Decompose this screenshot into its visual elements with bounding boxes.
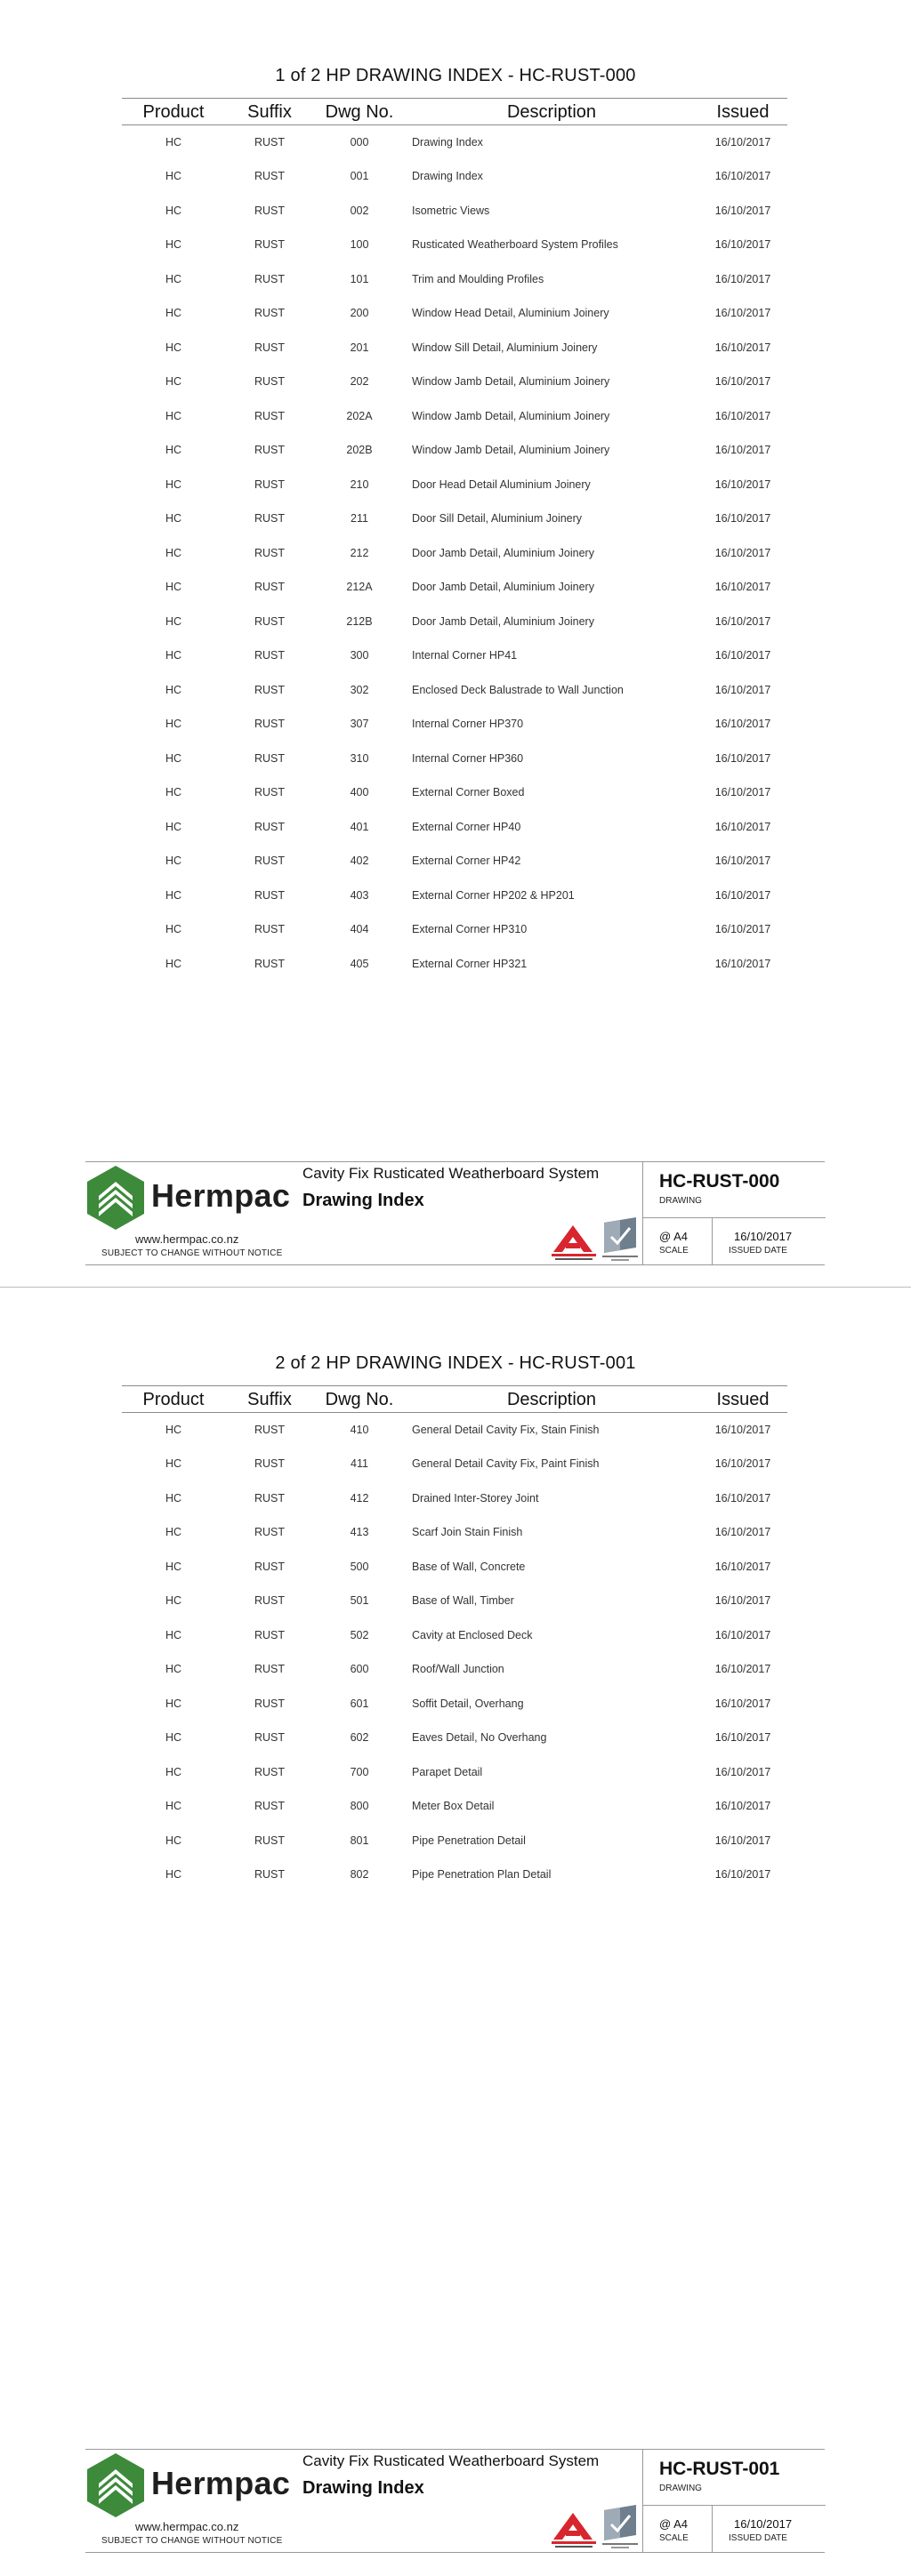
sheet-title: 2 of 2 HP DRAWING INDEX - HC-RUST-001: [275, 1353, 636, 1373]
drawing-name: Drawing Index: [302, 2478, 424, 2498]
cell-product: HC: [165, 272, 182, 285]
cell-product: HC: [165, 1424, 182, 1436]
cell-suffix: RUST: [254, 477, 286, 491]
cell-issued: 16/10/2017: [714, 238, 771, 252]
cell-issued: 16/10/2017: [714, 1628, 771, 1641]
cell-description: External Corner Boxed: [412, 786, 525, 799]
col-header-product: Product: [122, 1386, 225, 1413]
table-row: [122, 399, 787, 434]
table-row: [122, 1515, 787, 1550]
cell-description: Roof/Wall Junction: [412, 1663, 504, 1676]
title-block-project: [294, 2450, 642, 2552]
cell-suffix: RUST: [254, 136, 286, 148]
cell-suffix: RUST: [254, 444, 286, 457]
table-row: [122, 707, 787, 742]
cell-description: Internal Corner HP370: [412, 718, 524, 731]
cell-issued: 16/10/2017: [714, 1424, 771, 1436]
cell-issued: 16/10/2017: [714, 957, 771, 970]
cell-suffix: RUST: [254, 1765, 286, 1778]
cell-dwg-no: 413: [350, 1526, 369, 1539]
cell-description: Parapet Detail: [412, 1765, 483, 1778]
logo-area: [85, 1162, 294, 1264]
divider: [712, 1217, 713, 1264]
table-row: [122, 194, 787, 229]
cell-issued: 16/10/2017: [714, 444, 771, 457]
cell-product: HC: [165, 1457, 182, 1471]
cell-description: External Corner HP42: [412, 855, 521, 868]
cell-suffix: RUST: [254, 923, 286, 936]
cell-dwg-no: 211: [351, 512, 368, 526]
cell-dwg-no: 600: [350, 1663, 369, 1676]
table-row: [122, 228, 787, 262]
cell-suffix: RUST: [254, 888, 286, 902]
cell-product: HC: [165, 614, 182, 628]
cell-suffix: RUST: [254, 409, 286, 422]
table-row: [122, 1652, 787, 1687]
sheet-title: 1 of 2 HP DRAWING INDEX - HC-RUST-000: [275, 66, 636, 85]
cell-dwg-no: 212B: [346, 614, 373, 628]
change-notice: SUBJECT TO CHANGE WITHOUT NOTICE: [101, 2536, 283, 2546]
website-url: www.hermpac.co.nz: [135, 1232, 239, 1246]
cell-dwg-no: 601: [350, 1697, 369, 1710]
codemark-logo-icon: [601, 2503, 640, 2549]
cell-dwg-no: 403: [350, 888, 369, 902]
cell-description: Trim and Moulding Profiles: [412, 272, 544, 285]
cell-suffix: RUST: [254, 1560, 286, 1573]
cell-dwg-no: 212: [350, 546, 369, 559]
drawing-sheet-2: [0, 1288, 911, 2575]
cell-issued: 16/10/2017: [714, 1868, 771, 1882]
table-row: [122, 1413, 787, 1448]
cell-dwg-no: 000: [350, 136, 369, 148]
cell-product: HC: [165, 581, 182, 594]
table-header-row: [122, 99, 787, 125]
cell-dwg-no: 400: [350, 786, 369, 799]
table-row: [122, 844, 787, 879]
title-block-drawing-info: [642, 2450, 825, 2552]
cell-suffix: RUST: [254, 581, 286, 594]
cell-suffix: RUST: [254, 272, 286, 285]
cell-dwg-no: 202A: [346, 409, 373, 422]
cell-issued: 16/10/2017: [714, 1491, 771, 1505]
cell-dwg-no: 401: [350, 820, 369, 833]
table-row: [122, 331, 787, 365]
cell-description: External Corner HP321: [412, 957, 528, 970]
cell-suffix: RUST: [254, 1663, 286, 1676]
cell-issued: 16/10/2017: [714, 614, 771, 628]
cell-description: Door Jamb Detail, Aluminium Joinery: [412, 614, 594, 628]
cell-product: HC: [165, 683, 182, 696]
cell-issued: 16/10/2017: [714, 341, 771, 354]
cell-suffix: RUST: [254, 957, 286, 970]
cell-issued: 16/10/2017: [714, 204, 771, 217]
cell-description: Door Sill Detail, Aluminium Joinery: [412, 512, 583, 526]
cell-dwg-no: 802: [350, 1868, 369, 1882]
drawing-index-table: [122, 98, 787, 981]
cell-description: Door Jamb Detail, Aluminium Joinery: [412, 546, 594, 559]
cell-product: HC: [165, 855, 182, 868]
table-row: [122, 468, 787, 502]
cell-description: General Detail Cavity Fix, Stain Finish: [412, 1424, 600, 1436]
cell-description: Soffit Detail, Overhang: [412, 1697, 524, 1710]
cell-product: HC: [165, 375, 182, 389]
cell-dwg-no: 101: [350, 272, 369, 285]
cell-description: Window Jamb Detail, Aluminium Joinery: [412, 375, 610, 389]
cell-product: HC: [165, 477, 182, 491]
cell-suffix: RUST: [254, 649, 286, 662]
cell-issued: 16/10/2017: [714, 477, 771, 491]
cell-issued: 16/10/2017: [714, 1697, 771, 1710]
cell-dwg-no: 405: [350, 957, 369, 970]
title-block-project: [294, 1162, 642, 1264]
table-row: [122, 673, 787, 708]
project-name: Cavity Fix Rusticated Weatherboard System: [302, 2452, 600, 2469]
cell-issued: 16/10/2017: [714, 512, 771, 526]
cell-description: External Corner HP310: [412, 923, 528, 936]
table-row: [122, 1721, 787, 1755]
cell-suffix: RUST: [254, 1457, 286, 1471]
table-row: [122, 125, 787, 160]
issued-date-value: 16/10/2017: [734, 2517, 793, 2531]
cell-issued: 16/10/2017: [714, 546, 771, 559]
cell-dwg-no: 202B: [346, 444, 373, 457]
cell-issued: 16/10/2017: [714, 1560, 771, 1573]
cell-dwg-no: 212A: [346, 581, 373, 594]
table-body: [122, 1413, 787, 1892]
drawing-number: HC-RUST-000: [659, 1171, 780, 1192]
table-row: [122, 912, 787, 947]
cell-dwg-no: 800: [350, 1800, 369, 1813]
cell-issued: 16/10/2017: [714, 1800, 771, 1813]
cell-issued: 16/10/2017: [714, 375, 771, 389]
cell-description: Window Jamb Detail, Aluminium Joinery: [412, 409, 610, 422]
cell-dwg-no: 404: [350, 923, 369, 936]
table-row: [122, 605, 787, 639]
table-row: [122, 742, 787, 776]
col-header-description: Description: [405, 99, 698, 125]
col-header-issued: Issued: [698, 99, 787, 125]
cell-suffix: RUST: [254, 1800, 286, 1813]
table-row: [122, 1858, 787, 1892]
hermpac-hex-logo-icon: [86, 2452, 145, 2518]
cell-product: HC: [165, 1834, 182, 1847]
cell-dwg-no: 201: [350, 341, 369, 354]
table-row: [122, 1618, 787, 1653]
table-row: [122, 1481, 787, 1516]
table-row: [122, 947, 787, 982]
cell-dwg-no: 302: [350, 683, 369, 696]
table-row: [122, 433, 787, 468]
cell-product: HC: [165, 136, 182, 148]
cell-description: Pipe Penetration Detail: [412, 1834, 526, 1847]
table-row: [122, 879, 787, 913]
cell-issued: 16/10/2017: [714, 272, 771, 285]
cell-suffix: RUST: [254, 855, 286, 868]
cell-suffix: RUST: [254, 307, 286, 320]
brand-name: Hermpac: [151, 2465, 291, 2501]
drawing-label: DRAWING: [659, 1196, 702, 1206]
cell-suffix: RUST: [254, 341, 286, 354]
cell-dwg-no: 300: [350, 649, 369, 662]
cell-product: HC: [165, 649, 182, 662]
project-name: Cavity Fix Rusticated Weatherboard System: [302, 1165, 600, 1182]
table-row: [122, 159, 787, 194]
cell-dwg-no: 500: [350, 1560, 369, 1573]
table-row: [122, 638, 787, 673]
cell-product: HC: [165, 170, 182, 183]
cell-product: HC: [165, 307, 182, 320]
cell-product: HC: [165, 1800, 182, 1813]
title-block: [85, 2449, 825, 2553]
table-row: [122, 1550, 787, 1585]
cell-product: HC: [165, 751, 182, 765]
cell-product: HC: [165, 1663, 182, 1676]
col-header-dwg-no: Dwg No.: [314, 1386, 405, 1413]
cell-suffix: RUST: [254, 1491, 286, 1505]
branz-appraised-logo-icon: [550, 1222, 598, 1263]
cell-description: Drawing Index: [412, 170, 483, 183]
cell-suffix: RUST: [254, 614, 286, 628]
cell-description: Door Jamb Detail, Aluminium Joinery: [412, 581, 594, 594]
cell-issued: 16/10/2017: [714, 751, 771, 765]
cell-description: Rusticated Weatherboard System Profiles: [412, 238, 618, 252]
scale-value: @ A4: [659, 1230, 688, 1243]
cell-product: HC: [165, 888, 182, 902]
cell-dwg-no: 307: [350, 718, 369, 731]
cell-dwg-no: 700: [350, 1765, 369, 1778]
cell-suffix: RUST: [254, 820, 286, 833]
cell-product: HC: [165, 957, 182, 970]
cell-issued: 16/10/2017: [714, 718, 771, 731]
cell-description: Enclosed Deck Balustrade to Wall Junction: [412, 683, 624, 696]
cell-issued: 16/10/2017: [714, 683, 771, 696]
cell-dwg-no: 801: [350, 1834, 369, 1847]
cell-description: Internal Corner HP41: [412, 649, 518, 662]
cell-description: Cavity at Enclosed Deck: [412, 1628, 533, 1641]
cell-description: Isometric Views: [412, 204, 490, 217]
cell-issued: 16/10/2017: [714, 1765, 771, 1778]
cell-dwg-no: 210: [350, 477, 369, 491]
cell-suffix: RUST: [254, 546, 286, 559]
cell-product: HC: [165, 820, 182, 833]
drawing-index-table: [122, 1385, 787, 1892]
cell-suffix: RUST: [254, 204, 286, 217]
table-row: [122, 1789, 787, 1824]
col-header-issued: Issued: [698, 1386, 787, 1413]
cell-product: HC: [165, 546, 182, 559]
cell-dwg-no: 002: [350, 204, 369, 217]
scale-label: SCALE: [659, 1246, 689, 1256]
cell-issued: 16/10/2017: [714, 1526, 771, 1539]
cell-suffix: RUST: [254, 512, 286, 526]
cell-product: HC: [165, 786, 182, 799]
table-row: [122, 1584, 787, 1618]
change-notice: SUBJECT TO CHANGE WITHOUT NOTICE: [101, 1248, 283, 1258]
scale-label: SCALE: [659, 2533, 689, 2543]
issued-date-value: 16/10/2017: [734, 1230, 793, 1243]
cell-product: HC: [165, 1628, 182, 1641]
drawing-name: Drawing Index: [302, 1191, 424, 1210]
cell-product: HC: [165, 204, 182, 217]
cell-description: Window Head Detail, Aluminium Joinery: [412, 307, 609, 320]
cell-dwg-no: 200: [350, 307, 369, 320]
cell-suffix: RUST: [254, 1697, 286, 1710]
cell-issued: 16/10/2017: [714, 786, 771, 799]
cell-product: HC: [165, 1526, 182, 1539]
table-row: [122, 262, 787, 297]
cell-description: Door Head Detail Aluminium Joinery: [412, 477, 591, 491]
cell-issued: 16/10/2017: [714, 1457, 771, 1471]
cell-dwg-no: 310: [350, 751, 369, 765]
table-row: [122, 1824, 787, 1858]
cell-issued: 16/10/2017: [714, 307, 771, 320]
cell-product: HC: [165, 1491, 182, 1505]
col-header-dwg-no: Dwg No.: [314, 99, 405, 125]
table-row: [122, 810, 787, 845]
cell-description: Internal Corner HP360: [412, 751, 524, 765]
cell-dwg-no: 202: [350, 375, 369, 389]
cell-issued: 16/10/2017: [714, 170, 771, 183]
drawing-label: DRAWING: [659, 2484, 702, 2493]
cell-product: HC: [165, 341, 182, 354]
cell-suffix: RUST: [254, 1594, 286, 1608]
cell-dwg-no: 001: [350, 170, 369, 183]
cell-description: External Corner HP40: [412, 820, 521, 833]
table-row: [122, 1687, 787, 1721]
col-header-suffix: Suffix: [225, 99, 314, 125]
title-block: [85, 1161, 825, 1265]
cell-dwg-no: 412: [350, 1491, 369, 1505]
cell-suffix: RUST: [254, 1834, 286, 1847]
cell-issued: 16/10/2017: [714, 820, 771, 833]
cell-description: General Detail Cavity Fix, Paint Finish: [412, 1457, 600, 1471]
cell-description: Scarf Join Stain Finish: [412, 1526, 523, 1539]
cell-suffix: RUST: [254, 1424, 286, 1436]
cell-suffix: RUST: [254, 718, 286, 731]
divider: [643, 1217, 826, 1218]
cell-description: Window Jamb Detail, Aluminium Joinery: [412, 444, 610, 457]
cell-suffix: RUST: [254, 1731, 286, 1745]
table-header-row: [122, 1386, 787, 1413]
cell-issued: 16/10/2017: [714, 136, 771, 148]
cell-dwg-no: 501: [350, 1594, 369, 1608]
col-header-suffix: Suffix: [225, 1386, 314, 1413]
cell-suffix: RUST: [254, 1868, 286, 1882]
drawing-number: HC-RUST-001: [659, 2459, 780, 2479]
cell-description: Meter Box Detail: [412, 1800, 495, 1813]
cell-product: HC: [165, 1765, 182, 1778]
cell-dwg-no: 602: [350, 1731, 369, 1745]
table-row: [122, 296, 787, 331]
brand-name: Hermpac: [151, 1177, 291, 1214]
cell-description: External Corner HP202 & HP201: [412, 888, 575, 902]
title-block-drawing-info: [642, 1162, 825, 1264]
table-body: [122, 125, 787, 982]
cell-product: HC: [165, 444, 182, 457]
hermpac-hex-logo-icon: [86, 1165, 145, 1231]
cell-dwg-no: 502: [350, 1628, 369, 1641]
cell-product: HC: [165, 1594, 182, 1608]
cell-description: Pipe Penetration Plan Detail: [412, 1868, 552, 1882]
cell-product: HC: [165, 1560, 182, 1573]
col-header-product: Product: [122, 99, 225, 125]
cell-product: HC: [165, 923, 182, 936]
cell-description: Base of Wall, Concrete: [412, 1560, 526, 1573]
cell-product: HC: [165, 512, 182, 526]
cell-issued: 16/10/2017: [714, 1594, 771, 1608]
cell-issued: 16/10/2017: [714, 888, 771, 902]
table-row: [122, 502, 787, 536]
branz-appraised-logo-icon: [550, 2509, 598, 2550]
cell-product: HC: [165, 238, 182, 252]
cell-suffix: RUST: [254, 683, 286, 696]
cell-issued: 16/10/2017: [714, 855, 771, 868]
scale-value: @ A4: [659, 2517, 688, 2531]
cell-description: Window Sill Detail, Aluminium Joinery: [412, 341, 598, 354]
cell-suffix: RUST: [254, 375, 286, 389]
cell-dwg-no: 410: [350, 1424, 369, 1436]
col-header-description: Description: [405, 1386, 698, 1413]
cell-suffix: RUST: [254, 170, 286, 183]
cell-description: Drawing Index: [412, 136, 483, 148]
cell-description: Drained Inter-Storey Joint: [412, 1491, 539, 1505]
table-row: [122, 1755, 787, 1790]
issued-date-label: ISSUED DATE: [729, 2533, 787, 2543]
cell-suffix: RUST: [254, 751, 286, 765]
cell-suffix: RUST: [254, 1526, 286, 1539]
cell-issued: 16/10/2017: [714, 1663, 771, 1676]
table-row: [122, 536, 787, 571]
table-row: [122, 365, 787, 399]
issued-date-label: ISSUED DATE: [729, 1246, 787, 1256]
table-row: [122, 775, 787, 810]
cell-product: HC: [165, 1868, 182, 1882]
website-url: www.hermpac.co.nz: [135, 2520, 239, 2533]
logo-area: [85, 2450, 294, 2552]
cell-product: HC: [165, 1697, 182, 1710]
table-row: [122, 1447, 787, 1481]
cell-suffix: RUST: [254, 1628, 286, 1641]
cell-product: HC: [165, 718, 182, 731]
cell-issued: 16/10/2017: [714, 409, 771, 422]
cell-suffix: RUST: [254, 238, 286, 252]
cell-issued: 16/10/2017: [714, 923, 771, 936]
divider: [643, 2505, 826, 2506]
cell-dwg-no: 100: [350, 238, 369, 252]
table-row: [122, 570, 787, 605]
cell-description: Base of Wall, Timber: [412, 1594, 514, 1608]
cell-dwg-no: 411: [351, 1457, 368, 1471]
divider: [712, 2505, 713, 2552]
cell-issued: 16/10/2017: [714, 649, 771, 662]
cell-dwg-no: 402: [350, 855, 369, 868]
cell-product: HC: [165, 1731, 182, 1745]
cell-issued: 16/10/2017: [714, 1731, 771, 1745]
codemark-logo-icon: [601, 1216, 640, 1262]
cell-issued: 16/10/2017: [714, 1834, 771, 1847]
cell-description: Eaves Detail, No Overhang: [412, 1731, 547, 1745]
cell-suffix: RUST: [254, 786, 286, 799]
cell-product: HC: [165, 409, 182, 422]
cell-issued: 16/10/2017: [714, 581, 771, 594]
